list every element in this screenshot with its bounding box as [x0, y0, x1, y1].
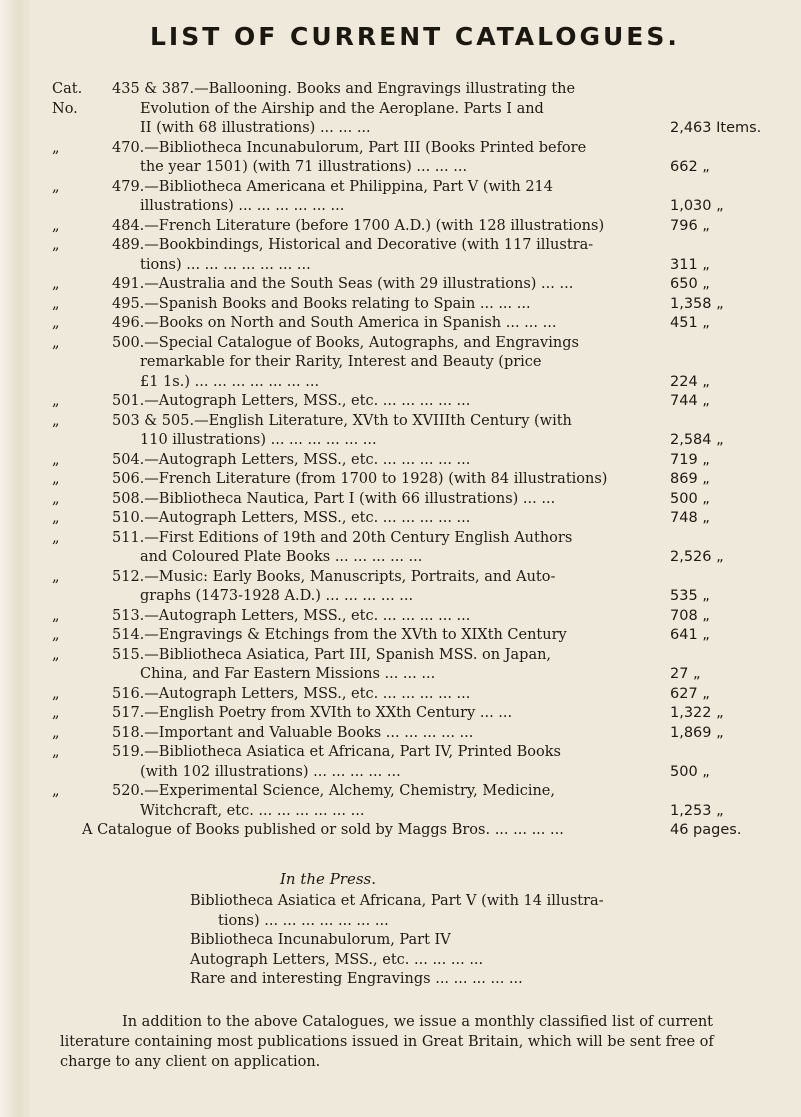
catalogue-count: 535 „: [670, 588, 710, 604]
catalogue-text-line: 491.—Australia and the South Seas (with 29 illustrations) ... ...: [112, 276, 574, 292]
catalogue-count: 796 „: [670, 217, 710, 234]
maggs-catalogue-text: A Catalogue of Books published or sold by Maggs Bros. ... ... ... ...: [82, 822, 564, 838]
catalogue-count: 641 „: [670, 627, 710, 643]
catalogue-entry: [52, 646, 782, 685]
catalogue-prefix: „: [52, 412, 60, 429]
catalogue-count: 744 „: [670, 393, 710, 409]
catalogue-text-line: 496.—Books on North and South America in Spanish ... ... ...: [112, 315, 557, 331]
catalogue-text-line: and Coloured Plate Books ... ... ... ... ...: [140, 549, 423, 565]
catalogue-count: 869 „: [670, 471, 710, 487]
in-the-press-line: tions) ... ... ... ... ... ... ...: [218, 912, 389, 929]
catalogue-entry: [52, 470, 782, 490]
catalogue-text-line: illustrations) ... ... ... ... ... ...: [140, 198, 345, 214]
catalogue-text-line: 517.—English Poetry from XVIth to XXth Century ... ...: [112, 705, 513, 721]
catalogue-count: 2,526 „: [670, 549, 724, 565]
catalogue-text-line: the year 1501) (with 71 illustrations) ... ... ...: [140, 159, 468, 175]
in-the-press-line: Bibliotheca Asiatica et Africana, Part V (with 14 illustra-: [190, 893, 604, 909]
catalogue-count: 708 „: [670, 607, 710, 624]
catalogue-count: 1,869 „: [670, 724, 724, 741]
catalogue-text-line: 489.—Bookbindings, Historical and Decorative (with 117 illustra-: [112, 237, 594, 253]
catalogue-text-line: 510.—Autograph Letters, MSS., etc. ... ... ... ... ...: [112, 510, 471, 526]
catalogue-count: 627 „: [670, 685, 710, 702]
catalogue-entry: [52, 724, 782, 744]
catalogue-text-line: 479.—Bibliotheca Americana et Philippina, Part V (with 214: [112, 178, 553, 195]
catalogue-prefix: „: [52, 276, 60, 292]
addition-line-2: literature containing most publications issued in Great Britain, which will be sent free of: [60, 1034, 714, 1050]
catalogue-entry: [52, 451, 782, 471]
catalogue-count: 662 „: [670, 159, 710, 175]
catalogue-prefix: „: [52, 295, 60, 312]
catalogue-text-line: 435 & 387.—Ballooning. Books and Engravings illustrating the: [112, 81, 576, 97]
in-the-press-line: Bibliotheca Incunabulorum, Part IV: [190, 932, 451, 948]
catalogue-entry: [52, 509, 782, 529]
catalogue-prefix: „: [52, 315, 60, 331]
catalogue-prefix: „: [52, 529, 60, 546]
catalogue-entry: [52, 704, 782, 724]
catalogue-text-line: 520.—Experimental Science, Alchemy, Chemistry, Medicine,: [112, 783, 556, 799]
catalogue-text-line: 495.—Spanish Books and Books relating to Spain ... ... ...: [112, 295, 531, 312]
catalogue-text-line: 501.—Autograph Letters, MSS., etc. ... ... ... ... ...: [112, 393, 471, 409]
addition-line-1: In addition to the above Catalogues, we issue a monthly classified list of current: [122, 1014, 713, 1030]
catalogue-prefix: „: [52, 237, 60, 253]
catalogue-count: 224 „: [670, 373, 710, 390]
catalogue-text-line: II (with 68 illustrations) ... ... ...: [140, 120, 371, 136]
catalogue-text-line: 504.—Autograph Letters, MSS., etc. ... ... ... ... ...: [112, 451, 471, 468]
catalogue-count: 1,322 „: [670, 705, 724, 721]
catalogue-entry: [52, 295, 782, 315]
catalogue-prefix: Cat. No.: [52, 81, 83, 117]
in-the-press-line: Autograph Letters, MSS., etc. ... ... ... ...: [190, 951, 484, 968]
catalogue-text-line: Evolution of the Airship and the Aeroplane. Parts I and: [140, 100, 544, 117]
catalogue-entry: [52, 568, 782, 607]
in-the-press-heading: In the Press.: [280, 870, 376, 888]
catalogue-prefix: „: [52, 510, 60, 526]
catalogue-entry: [52, 236, 782, 275]
page-title: LIST OF CURRENT CATALOGUES.: [150, 22, 680, 51]
catalogue-text-line: Witchcraft, etc. ... ... ... ... ... ...: [140, 802, 365, 819]
catalogue-entry: [52, 743, 782, 782]
in-the-press-item: [190, 892, 750, 931]
catalogue-entry: [52, 314, 782, 334]
catalogue-entry: [52, 392, 782, 412]
catalogue-prefix: „: [52, 139, 60, 156]
catalogue-text-line: 519.—Bibliotheca Asiatica et Africana, Part IV, Printed Books: [112, 744, 561, 760]
catalogue-prefix: „: [52, 646, 60, 663]
catalogue-entry: [52, 217, 782, 237]
catalogue-prefix: „: [52, 607, 60, 624]
catalogue-count: 650 „: [670, 276, 710, 292]
in-the-press-item: [190, 951, 750, 971]
catalogue-text-line: tions) ... ... ... ... ... ... ...: [140, 256, 311, 273]
catalogue-count: 500 „: [670, 490, 710, 507]
catalogue-count: 27 „: [670, 666, 701, 682]
catalogue-text-line: remarkable for their Rarity, Interest and Beauty (price: [140, 354, 542, 370]
in-the-press-line: Rare and interesting Engravings ... ... ... ... ...: [190, 971, 523, 987]
catalogue-count: 719 „: [670, 451, 710, 468]
catalogue-entry: [52, 334, 782, 393]
catalogue-entry: [52, 412, 782, 451]
catalogue-text-line: £1 1s.) ... ... ... ... ... ... ...: [140, 373, 320, 390]
catalogue-text-line: 514.—Engravings & Etchings from the XVth to XIXth Century: [112, 627, 567, 643]
catalogue-text-line: 512.—Music: Early Books, Manuscripts, Portraits, and Auto-: [112, 568, 556, 585]
catalogue-entry: [52, 685, 782, 705]
catalogue-prefix: „: [52, 393, 60, 409]
catalogue-entry: [52, 80, 782, 139]
in-the-press-item: [190, 970, 750, 990]
catalogue-entry: [52, 529, 782, 568]
in-the-press-item: [190, 931, 750, 951]
maggs-catalogue-count: 46 pages.: [670, 822, 742, 838]
catalogue-prefix: „: [52, 744, 60, 760]
catalogue-count: 1,253 „: [670, 802, 724, 819]
catalogue-prefix: „: [52, 783, 60, 799]
addition-paragraph: [60, 1012, 790, 1072]
catalogue-text-line: 516.—Autograph Letters, MSS., etc. ... ... ... ... ...: [112, 685, 471, 702]
in-the-press-list: [190, 892, 750, 990]
catalogue-text-line: 110 illustrations) ... ... ... ... ... ...: [140, 432, 377, 448]
catalogue-list: [52, 80, 782, 841]
catalogue-count: 451 „: [670, 315, 710, 331]
catalogue-text-line: 515.—Bibliotheca Asiatica, Part III, Spanish MSS. on Japan,: [112, 646, 552, 663]
catalogue-entry: [52, 139, 782, 178]
catalogue-count: 500 „: [670, 763, 710, 780]
catalogue-prefix: „: [52, 705, 60, 721]
catalogue-text-line: graphs (1473-1928 A.D.) ... ... ... ... ...: [140, 588, 414, 604]
addition-line-3: charge to any client on application.: [60, 1054, 321, 1070]
catalogue-prefix: „: [52, 471, 60, 487]
catalogue-prefix: „: [52, 178, 60, 195]
catalogue-text-line: 506.—French Literature (from 1700 to 1928) (with 84 illustrations): [112, 471, 608, 487]
catalogue-prefix: „: [52, 217, 60, 234]
page-edge: [0, 0, 30, 1117]
catalogue-prefix: „: [52, 451, 60, 468]
maggs-catalogue-entry: [52, 821, 782, 841]
catalogue-prefix: „: [52, 685, 60, 702]
catalogue-entry: [52, 178, 782, 217]
catalogue-prefix: „: [52, 627, 60, 643]
catalogue-prefix: „: [52, 724, 60, 741]
catalogue-count: 2,463 Items.: [670, 120, 762, 136]
catalogue-count: 1,358 „: [670, 295, 724, 312]
catalogue-entry: [52, 490, 782, 510]
catalogue-prefix: „: [52, 334, 60, 351]
catalogue-text-line: (with 102 illustrations) ... ... ... ... ...: [140, 763, 401, 780]
catalogue-prefix: „: [52, 568, 60, 585]
catalogue-text-line: 508.—Bibliotheca Nautica, Part I (with 66 illustrations) ... ...: [112, 490, 556, 507]
catalogue-count: 2,584 „: [670, 432, 724, 448]
catalogue-text-line: 484.—French Literature (before 1700 A.D.) (with 128 illustrations): [112, 217, 605, 234]
catalogue-count: 311 „: [670, 256, 710, 273]
catalogue-count: 1,030 „: [670, 198, 724, 214]
catalogue-prefix: „: [52, 490, 60, 507]
catalogue-count: 748 „: [670, 510, 710, 526]
catalogue-text-line: 470.—Bibliotheca Incunabulorum, Part III (Books Printed before: [112, 139, 587, 156]
catalogue-entry: [52, 607, 782, 627]
catalogue-text-line: 518.—Important and Valuable Books ... ... ... ... ...: [112, 724, 474, 741]
catalogue-text-line: China, and Far Eastern Missions ... ... ...: [140, 666, 436, 682]
catalogue-text-line: 500.—Special Catalogue of Books, Autographs, and Engravings: [112, 334, 579, 351]
catalogue-entry: [52, 275, 782, 295]
catalogue-text-line: 513.—Autograph Letters, MSS., etc. ... ... ... ... ...: [112, 607, 471, 624]
catalogue-text-line: 511.—First Editions of 19th and 20th Century English Authors: [112, 529, 573, 546]
catalogue-entry: [52, 626, 782, 646]
catalogue-text-line: 503 & 505.—English Literature, XVth to XVIIIth Century (with: [112, 412, 572, 429]
catalogue-entry: [52, 782, 782, 821]
